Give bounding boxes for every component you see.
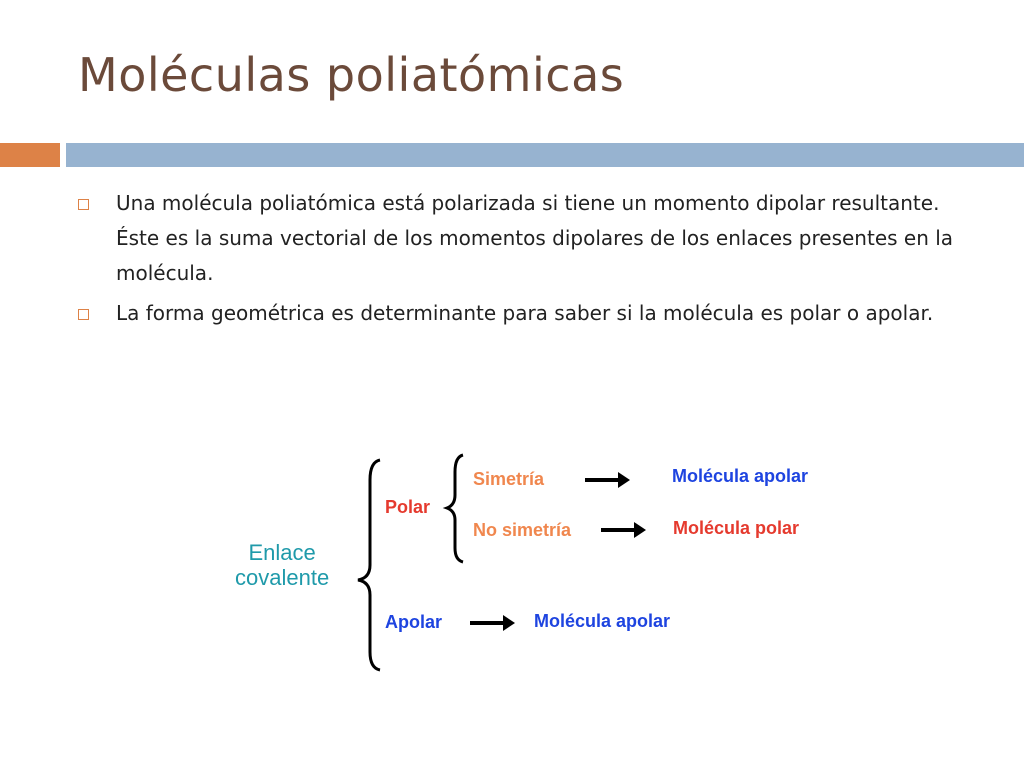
large-brace xyxy=(358,460,380,670)
small-brace xyxy=(447,455,463,562)
result-apolar-label: Molécula apolar xyxy=(534,611,671,631)
polar-label: Polar xyxy=(385,497,431,517)
result-simetria-label: Molécula apolar xyxy=(672,466,809,486)
root-label: Enlace covalente xyxy=(235,540,330,590)
arrow-simetria xyxy=(585,478,620,482)
apolar-label: Apolar xyxy=(385,612,443,632)
slide-title: Moléculas poliatómicas xyxy=(78,48,625,102)
bullet-text: Una molécula poliatómica está polarizada si tiene un momento dipolar resultante. Éste es la suma vectorial de los momentos dipolares de los enlaces presentes en la molécula. xyxy=(116,191,954,285)
bullet-text: La forma geométrica es determinante para saber si la molécula es polar o apolar. xyxy=(116,301,934,325)
no-simetria-label: No simetría xyxy=(473,520,572,540)
simetria-label: Simetría xyxy=(473,469,545,489)
result-no-simetria-label: Molécula polar xyxy=(673,518,800,538)
arrow-no-simetria xyxy=(601,528,636,532)
arrow-apolar xyxy=(470,621,505,625)
